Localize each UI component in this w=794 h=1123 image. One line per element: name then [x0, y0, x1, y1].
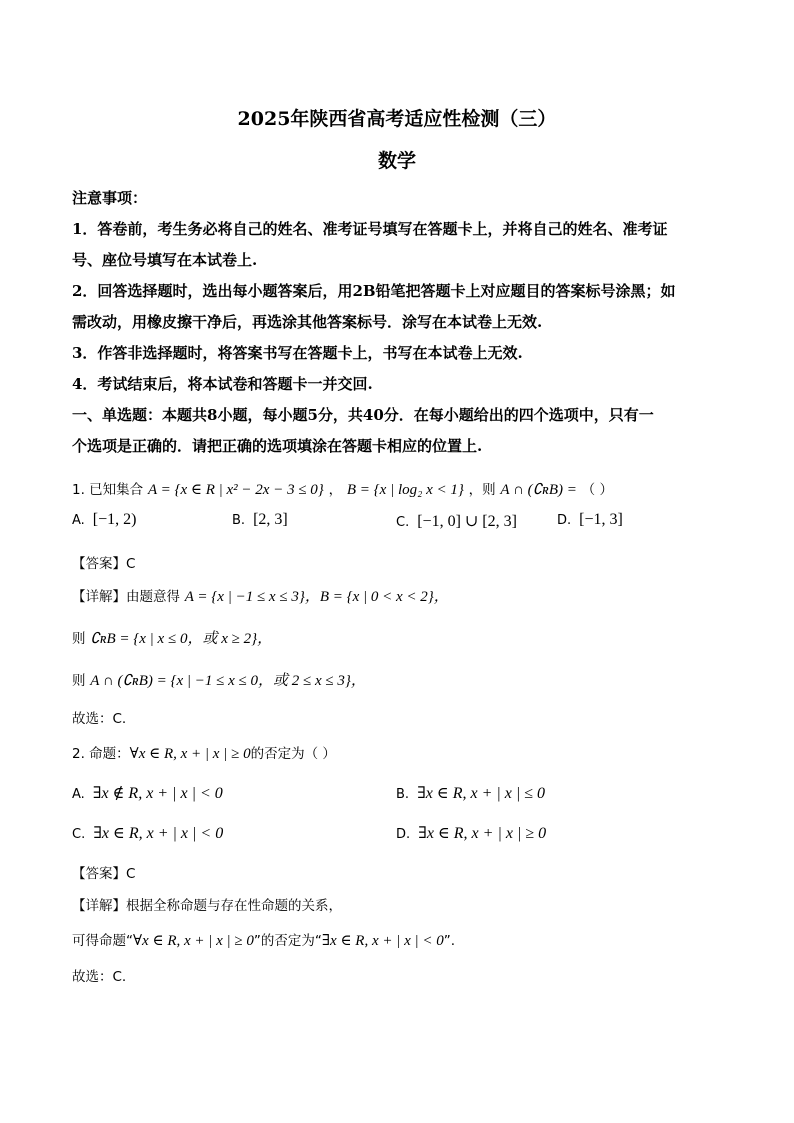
- connector-text: ，则: [468, 482, 496, 498]
- detail-line: [72, 627, 272, 648]
- detail-text: ”.: [443, 933, 456, 949]
- option-label: A.: [72, 787, 85, 802]
- set-b-expression: B = {x | log₂ x < 1}: [346, 482, 464, 498]
- detail-text: 根据全称命题与存在性命题的关系，: [126, 898, 342, 914]
- answer-tag: 【答案】: [72, 866, 126, 882]
- option-value: ∃x ∈ R, x + | x | ≥ 0: [418, 825, 547, 842]
- subject-title: 数学: [377, 150, 416, 172]
- answer-line: [72, 862, 135, 882]
- option-label: B.: [396, 787, 410, 802]
- detail-text: 可得命题“: [72, 933, 133, 949]
- separator: ，: [328, 482, 343, 498]
- detail-math: ∀x ∈ R, x + | x | ≥ 0: [133, 933, 254, 949]
- note-line: 4．考试结束后，将本试卷和答题卡一并交回.: [72, 375, 373, 393]
- set-a-expression: A = {x ∈ R | x² − 2x − 3 ≤ 0}: [147, 482, 324, 498]
- proposition-math: ∀x ∈ R, x + | x | ≥ 0: [129, 746, 251, 762]
- question-1-stem: [72, 478, 613, 499]
- notes-heading: 注意事项：: [72, 189, 148, 207]
- option-value: [−1, 3]: [579, 511, 623, 528]
- answer-value: C: [126, 866, 136, 882]
- option-a: [72, 511, 136, 529]
- option-value: [2, 3]: [253, 511, 288, 528]
- detail-math: ∁ʀB = {x | x ≤ 0，或 x ≥ 2}，: [90, 631, 273, 647]
- detail-line: [72, 585, 449, 606]
- detail-tag: 【详解】: [72, 898, 126, 914]
- detail-tag: 【详解】: [72, 589, 126, 605]
- note-line: 需改动，用橡皮擦干净后，再选涂其他答案标号．涂写在本试卷上无效.: [72, 313, 543, 331]
- answer-line: [72, 552, 135, 572]
- question-number: 2. 命题：: [72, 746, 130, 762]
- option-value: ∃x ∈ R, x + | x | ≤ 0: [417, 785, 546, 802]
- option-value: [−1, 2): [92, 511, 137, 528]
- option-value: ∃x ∉ R, x + | x | < 0: [92, 785, 223, 802]
- section-heading-cont: 个选项是正确的．请把正确的选项填涂在答题卡相应的位置上.: [72, 437, 483, 455]
- option-label: D.: [396, 827, 411, 842]
- detail-text: 则: [72, 673, 86, 689]
- note-line: 2．回答选择题时，选出每小题答案后，用2B铅笔把答题卡上对应题目的答案标号涂黑；如: [72, 282, 676, 300]
- option-value: [−1, 0] ∪ [2, 3]: [417, 513, 517, 530]
- option-d: [557, 511, 623, 529]
- option-label: B.: [232, 513, 246, 528]
- answer-tag: 【答案】: [72, 556, 126, 572]
- option-b: [396, 783, 545, 803]
- section-heading: 一、单选题：本题共8小题，每小题5分，共40分．在每小题给出的四个选项中，只有一: [72, 406, 654, 424]
- detail-math: ∃x ∈ R, x + | x | < 0: [321, 933, 444, 949]
- note-line: 号、座位号填写在本试卷上.: [72, 251, 258, 269]
- option-c: [72, 823, 223, 843]
- detail-line: [72, 894, 342, 914]
- exam-title: 2025年陕西省高考适应性检测（三）: [237, 108, 557, 130]
- question-suffix: 的否定为（ ）: [250, 746, 336, 762]
- detail-line: [72, 669, 366, 690]
- option-label: C.: [396, 515, 410, 530]
- answer-blank: （ ）: [581, 482, 613, 498]
- detail-line: [72, 929, 455, 950]
- detail-text: 则: [72, 631, 86, 647]
- option-a: [72, 783, 223, 803]
- detail-math: A ∩ (∁ʀB) = {x | −1 ≤ x ≤ 0，或 2 ≤ x ≤ 3}，: [90, 673, 366, 689]
- option-c: [396, 511, 517, 531]
- option-label: C.: [72, 827, 86, 842]
- option-value: ∃x ∈ R, x + | x | < 0: [93, 825, 224, 842]
- detail-math: A = {x | −1 ≤ x ≤ 3}，B = {x | 0 < x < 2}，: [184, 589, 449, 605]
- option-label: D.: [557, 513, 572, 528]
- option-label: A.: [72, 513, 85, 528]
- option-d: [396, 823, 546, 843]
- note-line: 1．答卷前，考生务必将自己的姓名、准考证号填写在答题卡上，并将自己的姓名、准考证: [72, 220, 668, 238]
- target-expression: A ∩ (∁ʀB) =: [500, 482, 577, 498]
- answer-value: C: [126, 556, 136, 572]
- detail-text: 由题意得: [126, 589, 180, 605]
- question-2-stem: [72, 742, 336, 763]
- detail-text: ”的否定为“: [253, 933, 322, 949]
- note-line: 3．作答非选择题时，将答案书写在答题卡上，书写在本试卷上无效.: [72, 344, 523, 362]
- conclusion: 故选：C.: [72, 969, 127, 985]
- conclusion: 故选：C.: [72, 711, 127, 727]
- question-number: 1. 已知集合: [72, 482, 144, 498]
- option-b: [232, 511, 288, 529]
